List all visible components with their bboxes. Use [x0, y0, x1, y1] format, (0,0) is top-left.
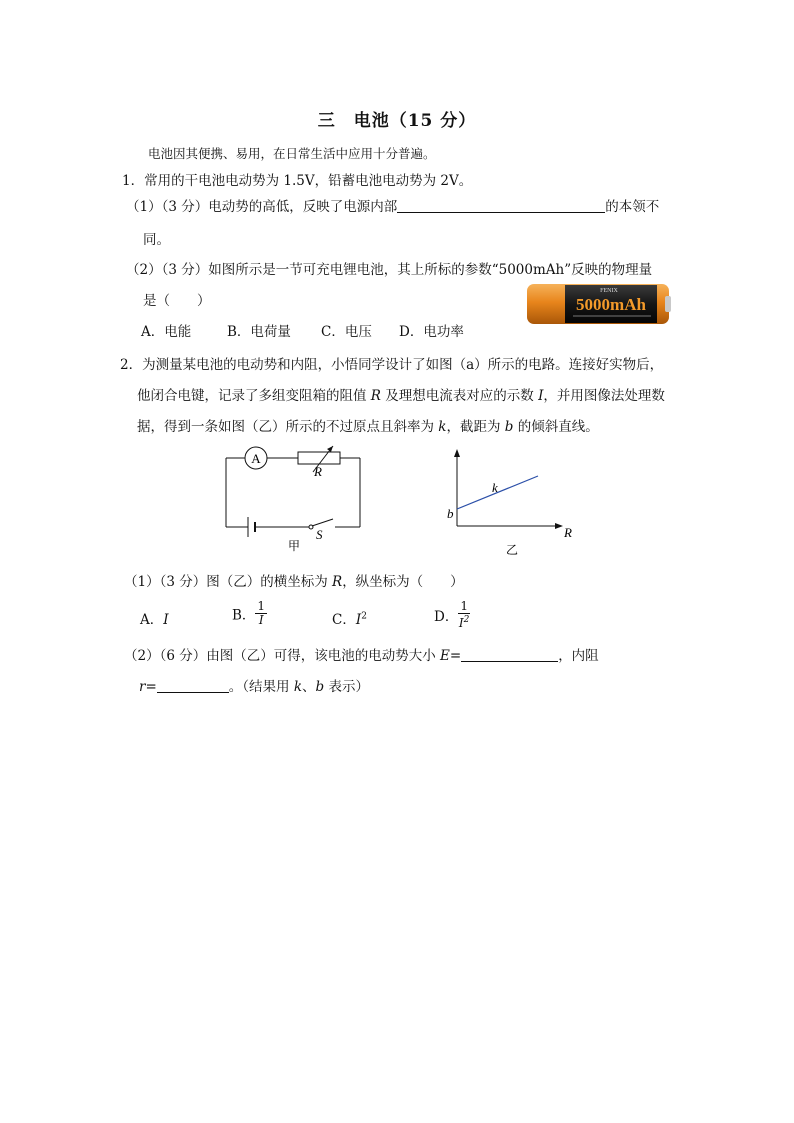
ammeter-label: A	[251, 451, 261, 466]
q2-line2-I: I	[538, 388, 544, 404]
y-axis-arrow	[454, 449, 460, 457]
q2-line3-k: k	[438, 419, 447, 435]
choice-d-numerator: 1	[460, 599, 468, 613]
choice-a-label: A．	[140, 612, 164, 628]
choice-d-label: D．	[434, 609, 459, 625]
choice-d[interactable]	[434, 600, 470, 630]
emf-answer-blank[interactable]	[461, 647, 558, 662]
q2-part2-k: k	[293, 679, 303, 695]
choice-b-numerator: 1	[257, 599, 266, 613]
circuit-caption: 甲	[287, 539, 301, 553]
q1-part1-cont: 同。	[143, 232, 170, 248]
q2-part1-pre: （1）（3 分）图（乙）的横坐标为	[124, 574, 333, 590]
choice-d-den-exponent: 2	[463, 615, 470, 625]
choice-c[interactable]	[332, 608, 367, 628]
q2-line3	[137, 418, 599, 436]
q2-choices	[140, 600, 500, 636]
choice-c-exponent: 2	[361, 611, 367, 622]
q1-part2-line1: （2）（3 分）如图所示是一节可充电锂电池，其上所标的参数“5000mAh”反映的物理量	[126, 262, 653, 278]
x-axis-label: R	[564, 525, 572, 540]
intercept-label: b	[447, 506, 454, 521]
battery-terminal	[665, 296, 671, 312]
switch-blade	[312, 519, 333, 526]
q2-line3-mid: ，截距为	[446, 419, 505, 435]
q2-line2-post: ，并用图像法处理数	[543, 388, 665, 404]
q1-part1	[126, 198, 659, 216]
q2-line3-post: 的倾斜直线。	[513, 419, 599, 435]
rheostat-label: R	[314, 464, 322, 479]
rheostat-arrowhead	[327, 446, 333, 452]
choice-d-denominator	[458, 614, 470, 630]
q2-part2-eq: =	[449, 648, 462, 664]
q2-line3-b: b	[504, 419, 514, 435]
q2-part1	[124, 573, 464, 591]
q1-part1-before: （1）（3 分）电动势的高低，反映了电源内部	[126, 199, 398, 215]
graph-caption: 乙	[505, 543, 519, 557]
q2-part2	[124, 647, 599, 665]
rheostat-symbol	[298, 452, 340, 464]
q2-part2-cont	[139, 678, 369, 696]
q1-stem: 1．常用的干电池电动势为 1.5V，铅蓄电池电动势为 2V。	[122, 173, 473, 189]
q2-line1: 2．为测量某电池的电动势和内阻，小悟同学设计了如图（a）所示的电路。连接好实物后，	[120, 357, 664, 373]
choice-d-fraction	[458, 600, 470, 630]
q2-line2-R: R	[370, 388, 381, 404]
resistance-answer-blank[interactable]	[157, 678, 229, 693]
q2-part1-R: R	[332, 574, 343, 590]
choice-b-label: B．	[232, 607, 256, 624]
intro-text: 电池因其便携、易用，在日常生活中应用十分普遍。	[148, 146, 436, 161]
q2-line2	[137, 387, 665, 405]
x-axis-arrow	[555, 523, 563, 529]
q2-part2-b: b	[315, 679, 325, 695]
slope-label: k	[492, 480, 498, 495]
choice-d-den-base: I	[458, 616, 464, 630]
q2-line2-pre: 他闭合电键，记录了多组变阻箱的阻值	[137, 388, 371, 404]
q2-part2-end: 表示）	[324, 679, 369, 695]
option-a[interactable]: A．电能	[141, 324, 192, 340]
choice-b-fraction	[255, 600, 267, 627]
choice-b-denominator: I	[258, 613, 264, 627]
option-d[interactable]: D．电功率	[399, 324, 464, 340]
section-title: 三 电池（15 分）	[317, 111, 477, 131]
q2-part2-pre: （2）（6 分）由图（乙）可得，该电池的电动势大小	[124, 648, 441, 664]
option-c[interactable]: C．电压	[321, 324, 372, 340]
q2-part2-sep: 、	[302, 679, 316, 695]
choice-c-value: I	[355, 612, 362, 628]
battery-image	[525, 281, 673, 327]
q2-line2-mid: 及理想电流表对应的示数	[380, 388, 539, 404]
battery-brand: FENIX	[600, 288, 618, 294]
q2-part2-E: E	[440, 648, 450, 664]
q1-part2-line2: 是（ ）	[143, 293, 211, 309]
q1-part1-blank[interactable]	[397, 198, 605, 213]
graph-diagram	[440, 446, 580, 561]
choice-b[interactable]	[232, 600, 267, 627]
q2-line3-pre: 据，得到一条如图（乙）所示的不过原点且斜率为	[137, 419, 439, 435]
switch-label: S	[316, 527, 323, 542]
option-b[interactable]: B．电荷量	[227, 324, 291, 340]
choice-a[interactable]	[140, 608, 169, 628]
q2-part1-post: ，纵坐标为（ ）	[342, 574, 464, 590]
battery-capacity: 5000mAh	[576, 295, 646, 314]
choice-a-value: I	[163, 612, 169, 628]
choice-c-label: C．	[332, 612, 356, 628]
circuit-diagram	[215, 440, 375, 560]
q2-part2-eq2: =	[145, 679, 157, 695]
q2-part2-r: r	[139, 679, 146, 695]
q2-part2-mid: ，内阻	[558, 648, 599, 664]
q2-part2-note: 。（结果用	[228, 679, 294, 695]
q1-part1-after: 的本领不	[605, 199, 660, 215]
